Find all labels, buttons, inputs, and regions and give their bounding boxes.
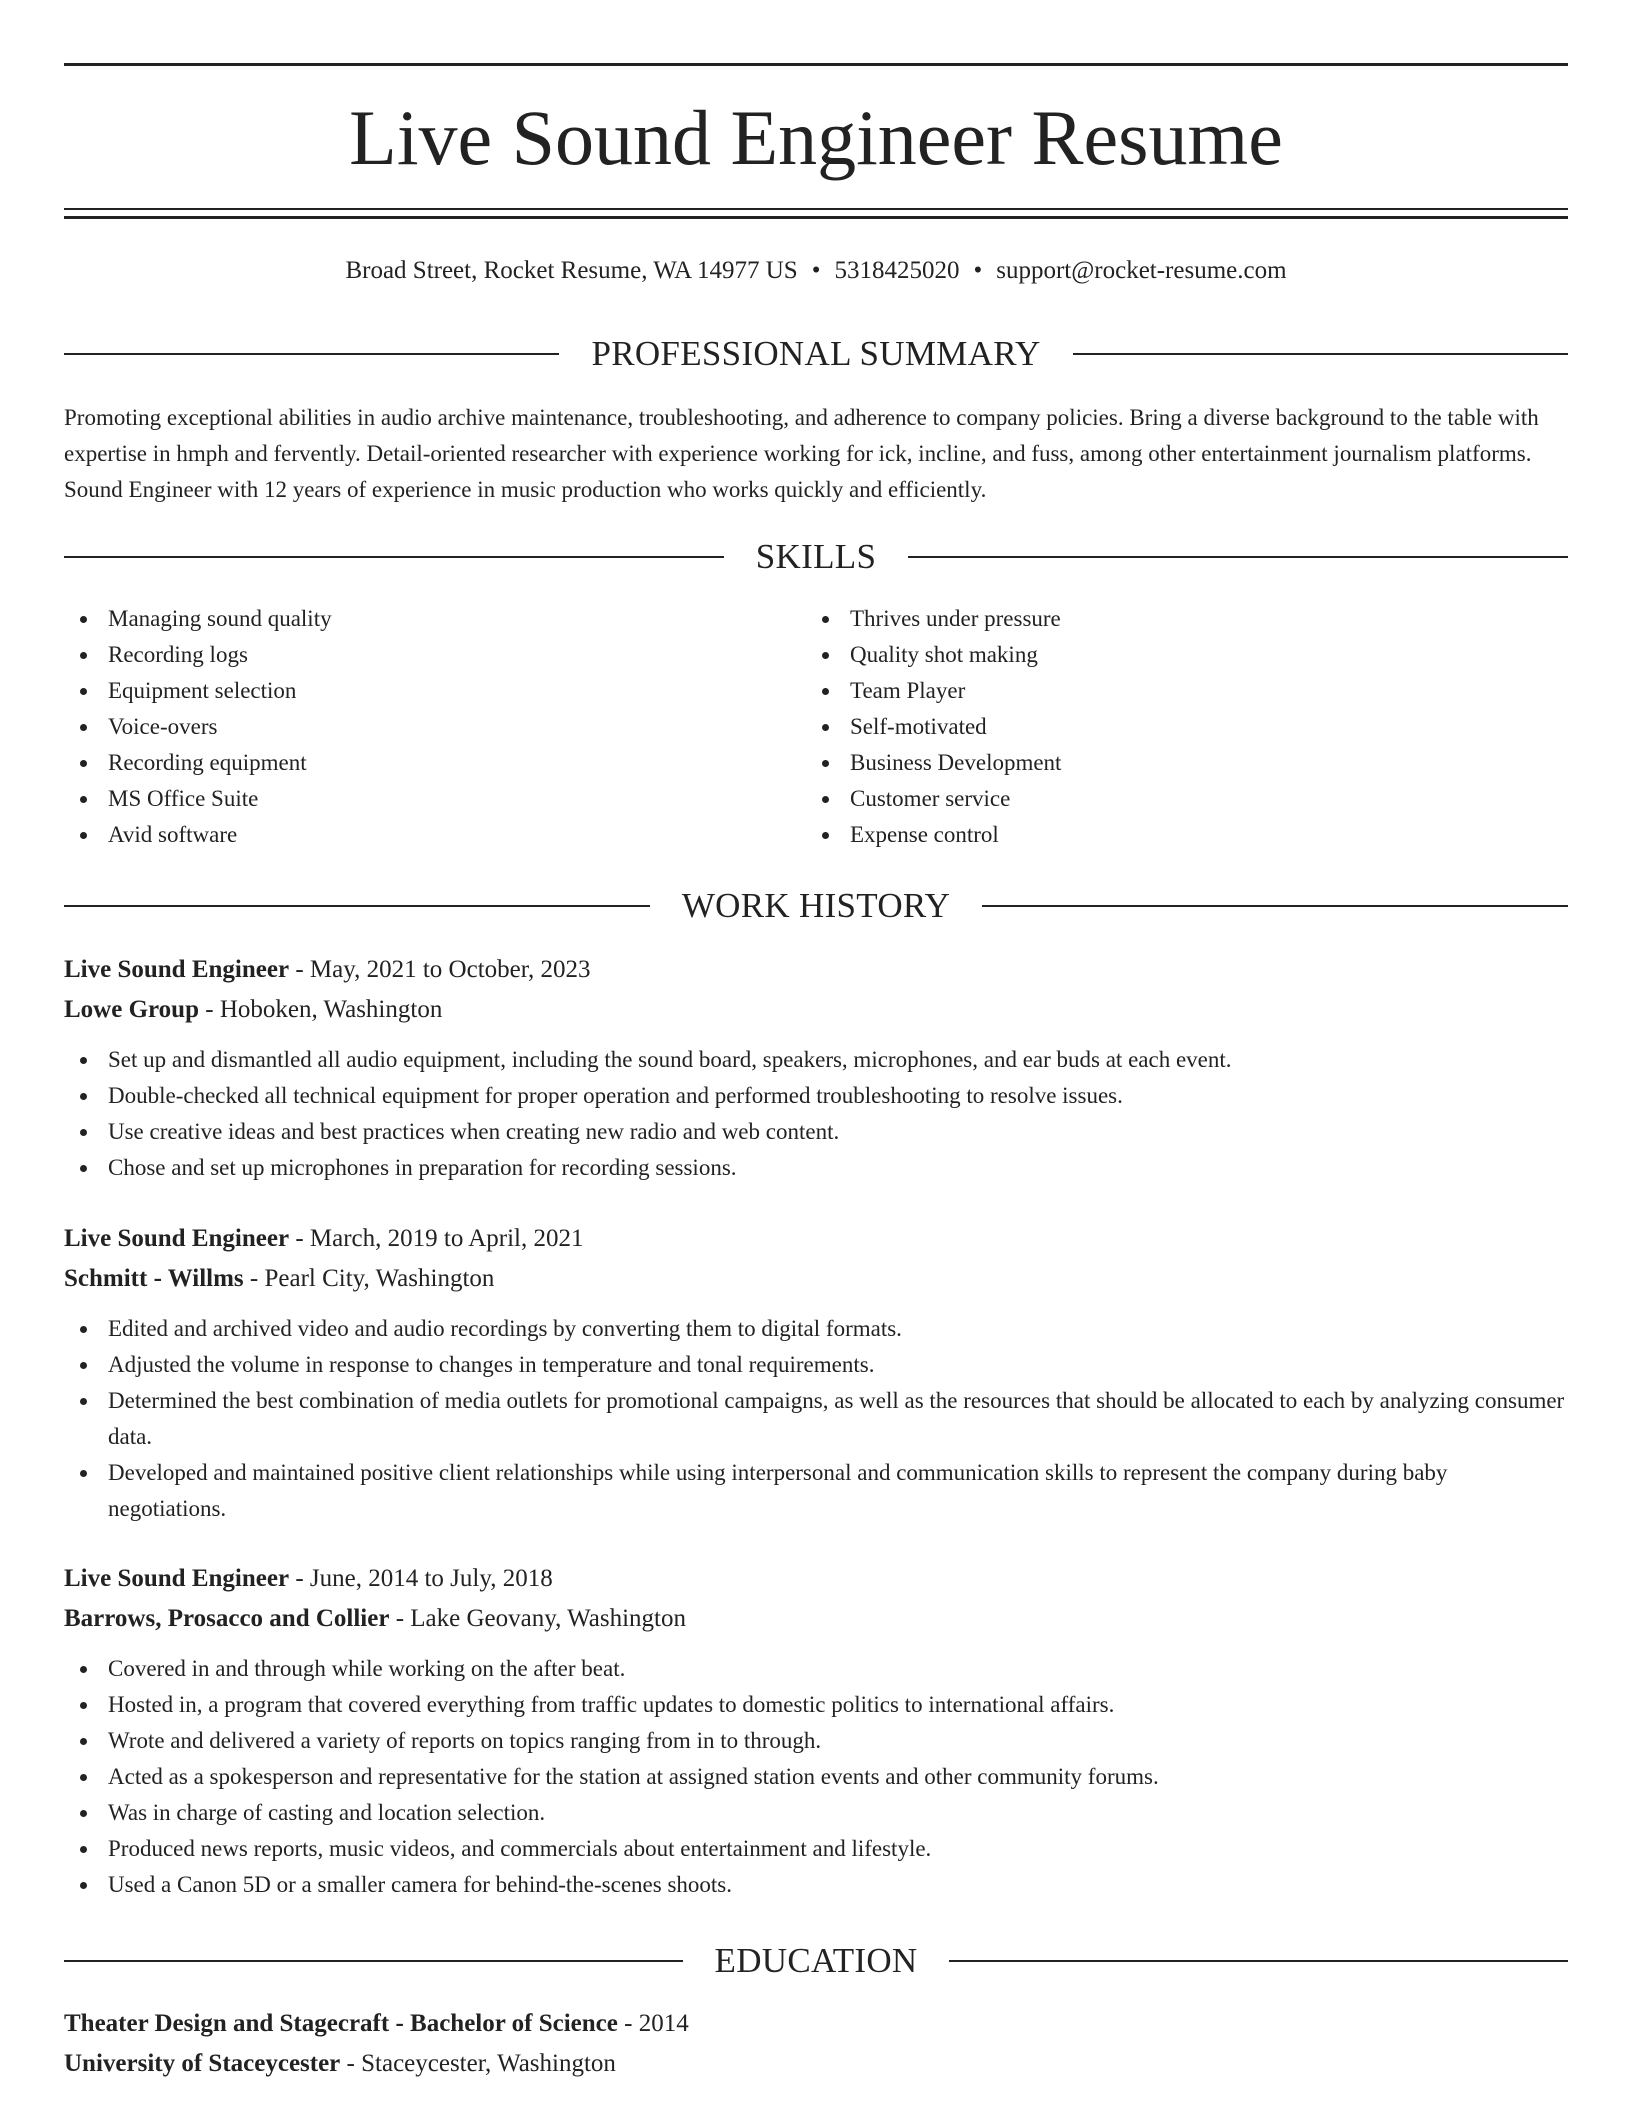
skill-item: Recording logs xyxy=(64,637,764,673)
section-heading-summary xyxy=(64,332,1568,376)
skill-item: Expense control xyxy=(806,817,1506,853)
heading-rule xyxy=(64,905,650,907)
job-bullet: Wrote and delivered a variety of reports on topics ranging from in to through. xyxy=(64,1723,1568,1759)
education-degree-line xyxy=(64,2004,1568,2044)
job-bullets xyxy=(64,1651,1568,1903)
job-entry xyxy=(64,1559,1568,1903)
education-school: University of Staceycester xyxy=(64,2050,341,2077)
job-company-line xyxy=(64,990,1568,1030)
contact-email: support@rocket-resume.com xyxy=(996,257,1287,284)
job-title: Live Sound Engineer xyxy=(64,956,290,983)
job-bullet: Adjusted the volume in response to changes in temperature and tonal requirements. xyxy=(64,1347,1568,1383)
section-heading-skills xyxy=(64,535,1568,579)
job-title: Live Sound Engineer xyxy=(64,1565,290,1592)
job-bullet: Double-checked all technical equipment for proper operation and performed troubleshooting to resolve issues. xyxy=(64,1078,1568,1114)
job-bullet: Edited and archived video and audio recordings by converting them to digital formats. xyxy=(64,1311,1568,1347)
resume-title: Live Sound Engineer Resume xyxy=(349,94,1283,181)
heading-rule xyxy=(949,1960,1568,1962)
job-bullet: Was in charge of casting and location selection. xyxy=(64,1795,1568,1831)
job-bullet: Chose and set up microphones in preparation for recording sessions. xyxy=(64,1150,1568,1186)
skill-item: Quality shot making xyxy=(806,637,1506,673)
job-title-line xyxy=(64,1559,1568,1599)
job-bullets xyxy=(64,1311,1568,1527)
skill-item: Avid software xyxy=(64,817,764,853)
section-heading-work xyxy=(64,884,1568,928)
heading-rule xyxy=(1073,353,1568,355)
skill-item: Voice-overs xyxy=(64,709,764,745)
dash: - xyxy=(198,996,220,1023)
job-dates: March, 2019 to April, 2021 xyxy=(309,1225,584,1252)
dash: - xyxy=(617,2010,639,2037)
job-title-line xyxy=(64,1219,1568,1259)
dash: - xyxy=(340,2050,362,2077)
education-degree: Theater Design and Stagecraft - Bachelor of Science xyxy=(64,2010,618,2037)
job-bullet: Hosted in, a program that covered everything from traffic updates to domestic politics to international affairs. xyxy=(64,1687,1568,1723)
contact-phone: 5318425020 xyxy=(834,257,960,284)
job-entry xyxy=(64,950,1568,1186)
education-entry xyxy=(64,2004,1568,2084)
section-heading-education xyxy=(64,1939,1568,1983)
dash: - xyxy=(243,1265,265,1292)
section-label: EDUCATION xyxy=(714,1941,918,1980)
job-bullet: Covered in and through while working on the after beat. xyxy=(64,1651,1568,1687)
section-label: SKILLS xyxy=(755,537,877,576)
skills-list-right xyxy=(806,601,1506,853)
job-entry xyxy=(64,1219,1568,1527)
job-bullet: Used a Canon 5D or a smaller camera for behind-the-scenes shoots. xyxy=(64,1867,1568,1903)
title-bottom-rule xyxy=(64,208,1568,210)
job-title: Live Sound Engineer xyxy=(64,1225,290,1252)
heading-rule xyxy=(64,556,724,558)
summary-text: Promoting exceptional abilities in audio archive maintenance, troubleshooting, and adherence to company policies. Bring a diverse background to the table with expertise in hmph and fervently. Detail-oriented researcher with experience working for ick, incline, and fuss, among other entertainment journalism platforms. Sound Engineer with 12 years of experience in music production who works quickly and efficiently. xyxy=(64,405,1539,502)
section-label: PROFESSIONAL SUMMARY xyxy=(591,334,1041,373)
skill-item: Business Development xyxy=(806,745,1506,781)
job-company: Schmitt - Willms xyxy=(64,1265,244,1292)
job-title-line xyxy=(64,950,1568,990)
dash: - xyxy=(289,1225,310,1252)
section-label: WORK HISTORY xyxy=(681,886,951,925)
education-year: 2014 xyxy=(638,2010,689,2037)
job-company-line xyxy=(64,1599,1568,1639)
skill-item: Customer service xyxy=(806,781,1506,817)
job-company: Lowe Group xyxy=(64,996,199,1023)
education-school-line xyxy=(64,2044,1568,2084)
job-bullet: Determined the best combination of media outlets for promotional campaigns, as well as the resources that should be allocated to each by analyzing consumer data. xyxy=(64,1383,1568,1455)
skill-item: Thrives under pressure xyxy=(806,601,1506,637)
job-dates: June, 2014 to July, 2018 xyxy=(309,1565,553,1592)
skill-item: MS Office Suite xyxy=(64,781,764,817)
heading-rule xyxy=(64,1960,683,1962)
job-bullet: Acted as a spokesperson and representative for the station at assigned station events and other community forums. xyxy=(64,1759,1568,1795)
contact-line xyxy=(64,255,1568,287)
job-bullet: Developed and maintained positive client relationships while using interpersonal and communication skills to represent the company during baby negotiations. xyxy=(64,1455,1568,1527)
job-bullet: Use creative ideas and best practices when creating new radio and web content. xyxy=(64,1114,1568,1150)
education-location: Staceycester, Washington xyxy=(361,2050,616,2077)
heading-rule xyxy=(64,353,559,355)
heading-rule xyxy=(982,905,1568,907)
job-bullet: Set up and dismantled all audio equipment, including the sound board, speakers, microphones, and ear buds at each event. xyxy=(64,1042,1568,1078)
skills-list-left xyxy=(64,601,764,853)
title-top-rule xyxy=(64,63,1568,66)
skill-item: Team Player xyxy=(806,673,1506,709)
dash: - xyxy=(289,956,310,983)
job-company: Barrows, Prosacco and Collier xyxy=(64,1605,390,1632)
job-dates: May, 2021 to October, 2023 xyxy=(309,956,591,983)
job-location: Lake Geovany, Washington xyxy=(410,1605,686,1632)
job-bullets xyxy=(64,1042,1568,1186)
dash: - xyxy=(389,1605,411,1632)
contact-separator: • xyxy=(973,257,983,284)
skill-item: Self-motivated xyxy=(806,709,1506,745)
skill-item: Managing sound quality xyxy=(64,601,764,637)
job-location: Hoboken, Washington xyxy=(219,996,443,1023)
dash: - xyxy=(289,1565,310,1592)
job-bullet: Produced news reports, music videos, and commercials about entertainment and lifestyle. xyxy=(64,1831,1568,1867)
title-bottom-rule-thick xyxy=(64,216,1568,219)
skill-item: Equipment selection xyxy=(64,673,764,709)
job-company-line xyxy=(64,1259,1568,1299)
skill-item: Recording equipment xyxy=(64,745,764,781)
job-location: Pearl City, Washington xyxy=(264,1265,495,1292)
contact-separator: • xyxy=(811,257,821,284)
heading-rule xyxy=(908,556,1568,558)
contact-address: Broad Street, Rocket Resume, WA 14977 US xyxy=(345,257,798,284)
